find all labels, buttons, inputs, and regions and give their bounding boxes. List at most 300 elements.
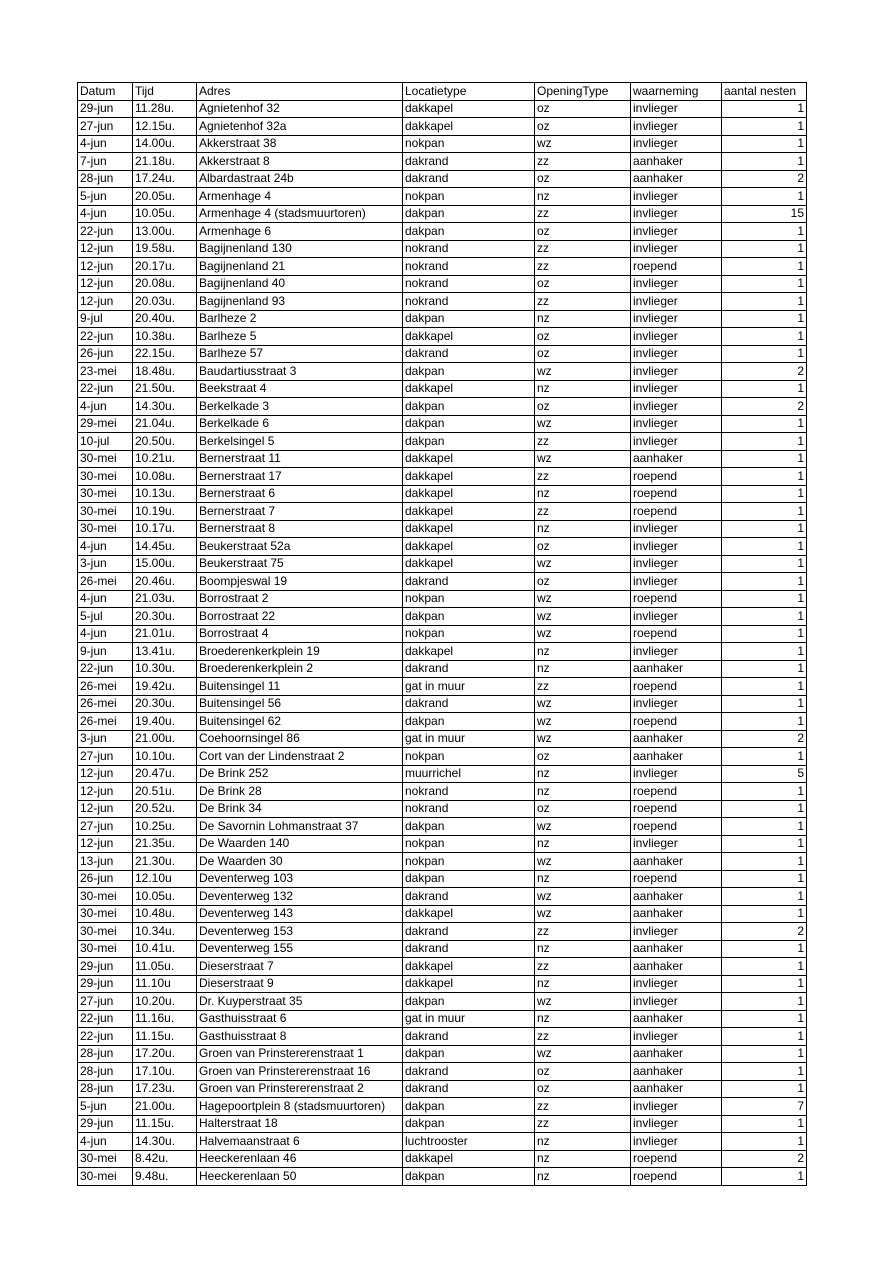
cell-locatietype: dakkapel [403, 538, 535, 556]
cell-locatietype: nokpan [403, 590, 535, 608]
cell-locatietype: dakpan [403, 713, 535, 731]
table-header-row [78, 83, 807, 101]
cell-datum: 30-mei [78, 905, 133, 923]
cell-waarneming: roepend [631, 870, 722, 888]
cell-locatietype: nokrand [403, 240, 535, 258]
table-row [78, 135, 807, 153]
cell-waarneming: invlieger [631, 345, 722, 363]
cell-waarneming: invlieger [631, 118, 722, 136]
cell-tijd: 17.24u. [133, 170, 197, 188]
cell-tijd: 19.40u. [133, 713, 197, 731]
cell-datum: 29-jun [78, 100, 133, 118]
table-row [78, 608, 807, 626]
cell-aantal-nesten: 1 [722, 853, 807, 871]
cell-openingtype: wz [535, 730, 631, 748]
cell-adres: Bernerstraat 8 [197, 520, 403, 538]
cell-openingtype: wz [535, 555, 631, 573]
cell-aantal-nesten: 2 [722, 170, 807, 188]
table-row [78, 783, 807, 801]
cell-openingtype: oz [535, 345, 631, 363]
cell-adres: Agnietenhof 32a [197, 118, 403, 136]
table-row [78, 923, 807, 941]
cell-locatietype: dakkapel [403, 643, 535, 661]
cell-datum: 30-mei [78, 503, 133, 521]
cell-locatietype: luchtrooster [403, 1133, 535, 1151]
cell-datum: 23-mei [78, 363, 133, 381]
cell-locatietype: dakkapel [403, 503, 535, 521]
cell-adres: Borrostraat 2 [197, 590, 403, 608]
table-row [78, 328, 807, 346]
cell-aantal-nesten: 2 [722, 730, 807, 748]
cell-openingtype: wz [535, 608, 631, 626]
table-row [78, 275, 807, 293]
cell-openingtype: oz [535, 328, 631, 346]
cell-datum: 12-jun [78, 258, 133, 276]
cell-openingtype: nz [535, 783, 631, 801]
cell-aantal-nesten: 1 [722, 1168, 807, 1186]
cell-waarneming: invlieger [631, 100, 722, 118]
cell-adres: Deventerweg 155 [197, 940, 403, 958]
cell-adres: Buitensingel 62 [197, 713, 403, 731]
cell-aantal-nesten: 2 [722, 363, 807, 381]
cell-tijd: 18.48u. [133, 363, 197, 381]
table-row [78, 170, 807, 188]
table-row [78, 940, 807, 958]
cell-adres: Armenhage 4 (stadsmuurtoren) [197, 205, 403, 223]
cell-waarneming: aanhaker [631, 660, 722, 678]
cell-waarneming: aanhaker [631, 153, 722, 171]
cell-openingtype: nz [535, 1150, 631, 1168]
cell-locatietype: nokpan [403, 188, 535, 206]
cell-locatietype: dakkapel [403, 100, 535, 118]
cell-datum: 12-jun [78, 275, 133, 293]
cell-locatietype: dakrand [403, 153, 535, 171]
cell-adres: Bernerstraat 11 [197, 450, 403, 468]
cell-adres: De Brink 252 [197, 765, 403, 783]
cell-datum: 27-jun [78, 818, 133, 836]
cell-openingtype: nz [535, 310, 631, 328]
cell-datum: 4-jun [78, 538, 133, 556]
cell-adres: Groen van Prinstererenstraat 16 [197, 1063, 403, 1081]
table-row [78, 468, 807, 486]
cell-aantal-nesten: 1 [722, 310, 807, 328]
cell-tijd: 20.08u. [133, 275, 197, 293]
cell-locatietype: dakpan [403, 223, 535, 241]
cell-waarneming: roepend [631, 818, 722, 836]
cell-locatietype: nokrand [403, 258, 535, 276]
cell-adres: De Brink 28 [197, 783, 403, 801]
cell-waarneming: aanhaker [631, 853, 722, 871]
cell-aantal-nesten: 1 [722, 643, 807, 661]
table-row [78, 1080, 807, 1098]
cell-datum: 4-jun [78, 590, 133, 608]
cell-adres: Deventerweg 153 [197, 923, 403, 941]
cell-datum: 27-jun [78, 118, 133, 136]
cell-adres: Buitensingel 11 [197, 678, 403, 696]
cell-openingtype: zz [535, 433, 631, 451]
cell-openingtype: nz [535, 643, 631, 661]
cell-tijd: 20.17u. [133, 258, 197, 276]
cell-adres: Albardastraat 24b [197, 170, 403, 188]
cell-tijd: 14.30u. [133, 398, 197, 416]
cell-adres: De Savornin Lohmanstraat 37 [197, 818, 403, 836]
cell-aantal-nesten: 1 [722, 345, 807, 363]
cell-tijd: 10.13u. [133, 485, 197, 503]
cell-adres: Gasthuisstraat 8 [197, 1028, 403, 1046]
table-row [78, 1010, 807, 1028]
cell-aantal-nesten: 1 [722, 573, 807, 591]
cell-aantal-nesten: 1 [722, 1063, 807, 1081]
cell-tijd: 21.01u. [133, 625, 197, 643]
cell-waarneming: aanhaker [631, 748, 722, 766]
cell-tijd: 20.40u. [133, 310, 197, 328]
cell-aantal-nesten: 1 [722, 835, 807, 853]
cell-adres: Borrostraat 22 [197, 608, 403, 626]
table-row [78, 345, 807, 363]
cell-openingtype: nz [535, 1168, 631, 1186]
cell-waarneming: invlieger [631, 188, 722, 206]
cell-aantal-nesten: 1 [722, 275, 807, 293]
cell-aantal-nesten: 1 [722, 538, 807, 556]
cell-openingtype: wz [535, 818, 631, 836]
cell-locatietype: dakkapel [403, 485, 535, 503]
cell-datum: 4-jun [78, 1133, 133, 1151]
cell-waarneming: aanhaker [631, 1080, 722, 1098]
table-body [78, 100, 807, 1185]
cell-waarneming: invlieger [631, 765, 722, 783]
table-row [78, 240, 807, 258]
cell-tijd: 21.03u. [133, 590, 197, 608]
table-row [78, 1098, 807, 1116]
cell-waarneming: roepend [631, 678, 722, 696]
table-row [78, 713, 807, 731]
cell-tijd: 20.46u. [133, 573, 197, 591]
cell-tijd: 10.20u. [133, 993, 197, 1011]
cell-aantal-nesten: 1 [722, 625, 807, 643]
cell-waarneming: roepend [631, 485, 722, 503]
cell-locatietype: dakpan [403, 433, 535, 451]
cell-adres: Halterstraat 18 [197, 1115, 403, 1133]
cell-adres: Dieserstraat 7 [197, 958, 403, 976]
cell-aantal-nesten: 1 [722, 468, 807, 486]
cell-adres: Bernerstraat 17 [197, 468, 403, 486]
cell-openingtype: wz [535, 363, 631, 381]
cell-adres: Armenhage 6 [197, 223, 403, 241]
cell-tijd: 13.41u. [133, 643, 197, 661]
cell-datum: 28-jun [78, 1080, 133, 1098]
table-row [78, 415, 807, 433]
cell-openingtype: wz [535, 695, 631, 713]
cell-datum: 5-jul [78, 608, 133, 626]
table-row [78, 853, 807, 871]
cell-datum: 28-jun [78, 1063, 133, 1081]
cell-aantal-nesten: 1 [722, 293, 807, 311]
cell-adres: Armenhage 4 [197, 188, 403, 206]
table-row [78, 1028, 807, 1046]
cell-aantal-nesten: 2 [722, 923, 807, 941]
cell-openingtype: wz [535, 993, 631, 1011]
table-row [78, 205, 807, 223]
cell-tijd: 21.00u. [133, 730, 197, 748]
cell-locatietype: dakpan [403, 415, 535, 433]
cell-waarneming: roepend [631, 625, 722, 643]
cell-locatietype: dakpan [403, 1168, 535, 1186]
cell-aantal-nesten: 1 [722, 1080, 807, 1098]
cell-waarneming: aanhaker [631, 450, 722, 468]
cell-openingtype: nz [535, 520, 631, 538]
table-row [78, 1133, 807, 1151]
cell-aantal-nesten: 1 [722, 503, 807, 521]
cell-datum: 30-mei [78, 1150, 133, 1168]
cell-datum: 26-mei [78, 695, 133, 713]
cell-tijd: 21.18u. [133, 153, 197, 171]
cell-adres: Halvemaanstraat 6 [197, 1133, 403, 1151]
cell-aantal-nesten: 1 [722, 958, 807, 976]
cell-tijd: 11.15u. [133, 1028, 197, 1046]
cell-adres: Berkelkade 6 [197, 415, 403, 433]
cell-tijd: 12.15u. [133, 118, 197, 136]
cell-openingtype: wz [535, 625, 631, 643]
table-row [78, 538, 807, 556]
cell-datum: 12-jun [78, 765, 133, 783]
cell-openingtype: zz [535, 923, 631, 941]
cell-waarneming: aanhaker [631, 888, 722, 906]
cell-tijd: 10.10u. [133, 748, 197, 766]
cell-aantal-nesten: 1 [722, 1010, 807, 1028]
cell-adres: Borrostraat 4 [197, 625, 403, 643]
cell-tijd: 15.00u. [133, 555, 197, 573]
cell-adres: Deventerweg 143 [197, 905, 403, 923]
cell-datum: 30-mei [78, 888, 133, 906]
observation-table [77, 82, 807, 1186]
cell-waarneming: invlieger [631, 1098, 722, 1116]
header-datum: Datum [78, 83, 133, 101]
cell-aantal-nesten: 1 [722, 678, 807, 696]
cell-aantal-nesten: 1 [722, 660, 807, 678]
cell-waarneming: aanhaker [631, 1063, 722, 1081]
table-row [78, 1063, 807, 1081]
cell-aantal-nesten: 1 [722, 1045, 807, 1063]
cell-tijd: 10.41u. [133, 940, 197, 958]
cell-datum: 4-jun [78, 398, 133, 416]
cell-waarneming: invlieger [631, 643, 722, 661]
cell-locatietype: dakkapel [403, 555, 535, 573]
cell-locatietype: dakrand [403, 170, 535, 188]
cell-datum: 30-mei [78, 940, 133, 958]
table-row [78, 888, 807, 906]
cell-waarneming: aanhaker [631, 1010, 722, 1028]
cell-datum: 12-jun [78, 240, 133, 258]
cell-locatietype: muurrichel [403, 765, 535, 783]
cell-adres: Groen van Prinstererenstraat 1 [197, 1045, 403, 1063]
cell-adres: Heeckerenlaan 50 [197, 1168, 403, 1186]
cell-adres: Cort van der Lindenstraat 2 [197, 748, 403, 766]
cell-tijd: 20.30u. [133, 608, 197, 626]
cell-openingtype: zz [535, 1115, 631, 1133]
cell-waarneming: roepend [631, 1168, 722, 1186]
header-tijd: Tijd [133, 83, 197, 101]
cell-locatietype: dakrand [403, 1080, 535, 1098]
cell-openingtype: oz [535, 398, 631, 416]
table-row [78, 153, 807, 171]
cell-waarneming: invlieger [631, 223, 722, 241]
cell-openingtype: wz [535, 415, 631, 433]
cell-tijd: 10.25u. [133, 818, 197, 836]
cell-tijd: 10.34u. [133, 923, 197, 941]
cell-openingtype: oz [535, 573, 631, 591]
cell-waarneming: invlieger [631, 293, 722, 311]
cell-aantal-nesten: 1 [722, 870, 807, 888]
header-aantal-nesten: aantal nesten [722, 83, 807, 101]
cell-datum: 5-jun [78, 1098, 133, 1116]
cell-tijd: 19.58u. [133, 240, 197, 258]
cell-openingtype: zz [535, 258, 631, 276]
cell-aantal-nesten: 1 [722, 485, 807, 503]
table-row [78, 503, 807, 521]
cell-aantal-nesten: 1 [722, 433, 807, 451]
cell-tijd: 14.30u. [133, 1133, 197, 1151]
cell-datum: 13-jun [78, 853, 133, 871]
cell-datum: 12-jun [78, 783, 133, 801]
cell-aantal-nesten: 1 [722, 240, 807, 258]
cell-locatietype: dakkapel [403, 328, 535, 346]
cell-datum: 30-mei [78, 1168, 133, 1186]
table-row [78, 573, 807, 591]
cell-aantal-nesten: 2 [722, 398, 807, 416]
cell-tijd: 12.10u [133, 870, 197, 888]
cell-datum: 22-jun [78, 223, 133, 241]
cell-locatietype: dakpan [403, 205, 535, 223]
cell-locatietype: dakrand [403, 345, 535, 363]
cell-locatietype: nokpan [403, 853, 535, 871]
cell-adres: De Waarden 140 [197, 835, 403, 853]
cell-datum: 30-mei [78, 520, 133, 538]
cell-openingtype: zz [535, 1028, 631, 1046]
table-row [78, 678, 807, 696]
cell-locatietype: nokpan [403, 135, 535, 153]
cell-openingtype: oz [535, 538, 631, 556]
cell-waarneming: invlieger [631, 433, 722, 451]
cell-waarneming: invlieger [631, 328, 722, 346]
cell-openingtype: wz [535, 1045, 631, 1063]
cell-adres: Dieserstraat 9 [197, 975, 403, 993]
cell-waarneming: invlieger [631, 205, 722, 223]
cell-datum: 28-jun [78, 170, 133, 188]
cell-locatietype: gat in muur [403, 1010, 535, 1028]
cell-aantal-nesten: 1 [722, 818, 807, 836]
cell-locatietype: nokrand [403, 293, 535, 311]
cell-locatietype: dakrand [403, 1063, 535, 1081]
cell-tijd: 17.20u. [133, 1045, 197, 1063]
table-row [78, 590, 807, 608]
cell-locatietype: dakrand [403, 695, 535, 713]
cell-waarneming: invlieger [631, 363, 722, 381]
cell-datum: 5-jun [78, 188, 133, 206]
cell-adres: Akkerstraat 8 [197, 153, 403, 171]
table-row [78, 958, 807, 976]
cell-tijd: 21.50u. [133, 380, 197, 398]
cell-adres: Agnietenhof 32 [197, 100, 403, 118]
cell-tijd: 11.05u. [133, 958, 197, 976]
cell-adres: Beukerstraat 52a [197, 538, 403, 556]
cell-tijd: 14.45u. [133, 538, 197, 556]
cell-tijd: 11.15u. [133, 1115, 197, 1133]
cell-adres: Gasthuisstraat 6 [197, 1010, 403, 1028]
table-row [78, 118, 807, 136]
cell-datum: 4-jun [78, 625, 133, 643]
cell-waarneming: roepend [631, 713, 722, 731]
cell-adres: Hagepoortplein 8 (stadsmuurtoren) [197, 1098, 403, 1116]
cell-openingtype: wz [535, 888, 631, 906]
cell-openingtype: nz [535, 870, 631, 888]
cell-openingtype: nz [535, 188, 631, 206]
cell-datum: 22-jun [78, 1028, 133, 1046]
cell-aantal-nesten: 1 [722, 975, 807, 993]
cell-datum: 22-jun [78, 380, 133, 398]
cell-locatietype: gat in muur [403, 730, 535, 748]
cell-locatietype: dakpan [403, 398, 535, 416]
cell-adres: Barlheze 5 [197, 328, 403, 346]
cell-aantal-nesten: 1 [722, 450, 807, 468]
cell-locatietype: dakkapel [403, 958, 535, 976]
cell-openingtype: nz [535, 940, 631, 958]
cell-aantal-nesten: 1 [722, 993, 807, 1011]
cell-waarneming: invlieger [631, 380, 722, 398]
cell-adres: Deventerweg 132 [197, 888, 403, 906]
cell-adres: Boompjeswal 19 [197, 573, 403, 591]
cell-datum: 29-jun [78, 1115, 133, 1133]
cell-datum: 7-jun [78, 153, 133, 171]
cell-aantal-nesten: 1 [722, 380, 807, 398]
table-row [78, 485, 807, 503]
table-row [78, 1115, 807, 1133]
cell-waarneming: aanhaker [631, 958, 722, 976]
cell-tijd: 21.04u. [133, 415, 197, 433]
cell-openingtype: wz [535, 135, 631, 153]
cell-datum: 26-mei [78, 713, 133, 731]
cell-waarneming: invlieger [631, 835, 722, 853]
cell-locatietype: dakpan [403, 1098, 535, 1116]
cell-aantal-nesten: 1 [722, 1028, 807, 1046]
cell-openingtype: oz [535, 118, 631, 136]
cell-adres: Heeckerenlaan 46 [197, 1150, 403, 1168]
cell-tijd: 10.17u. [133, 520, 197, 538]
cell-waarneming: aanhaker [631, 170, 722, 188]
cell-tijd: 10.05u. [133, 888, 197, 906]
cell-adres: Berkelsingel 5 [197, 433, 403, 451]
table-row [78, 800, 807, 818]
table-row [78, 660, 807, 678]
cell-datum: 3-jun [78, 555, 133, 573]
cell-tijd: 9.48u. [133, 1168, 197, 1186]
cell-datum: 29-jun [78, 958, 133, 976]
cell-openingtype: nz [535, 660, 631, 678]
table-row [78, 258, 807, 276]
cell-datum: 4-jun [78, 205, 133, 223]
cell-datum: 27-jun [78, 748, 133, 766]
cell-waarneming: roepend [631, 590, 722, 608]
cell-openingtype: oz [535, 1063, 631, 1081]
cell-locatietype: dakpan [403, 608, 535, 626]
cell-openingtype: nz [535, 975, 631, 993]
cell-locatietype: dakkapel [403, 380, 535, 398]
cell-waarneming: roepend [631, 258, 722, 276]
cell-locatietype: nokpan [403, 748, 535, 766]
cell-locatietype: dakkapel [403, 1150, 535, 1168]
table-row [78, 223, 807, 241]
cell-openingtype: oz [535, 1080, 631, 1098]
cell-tijd: 10.21u. [133, 450, 197, 468]
